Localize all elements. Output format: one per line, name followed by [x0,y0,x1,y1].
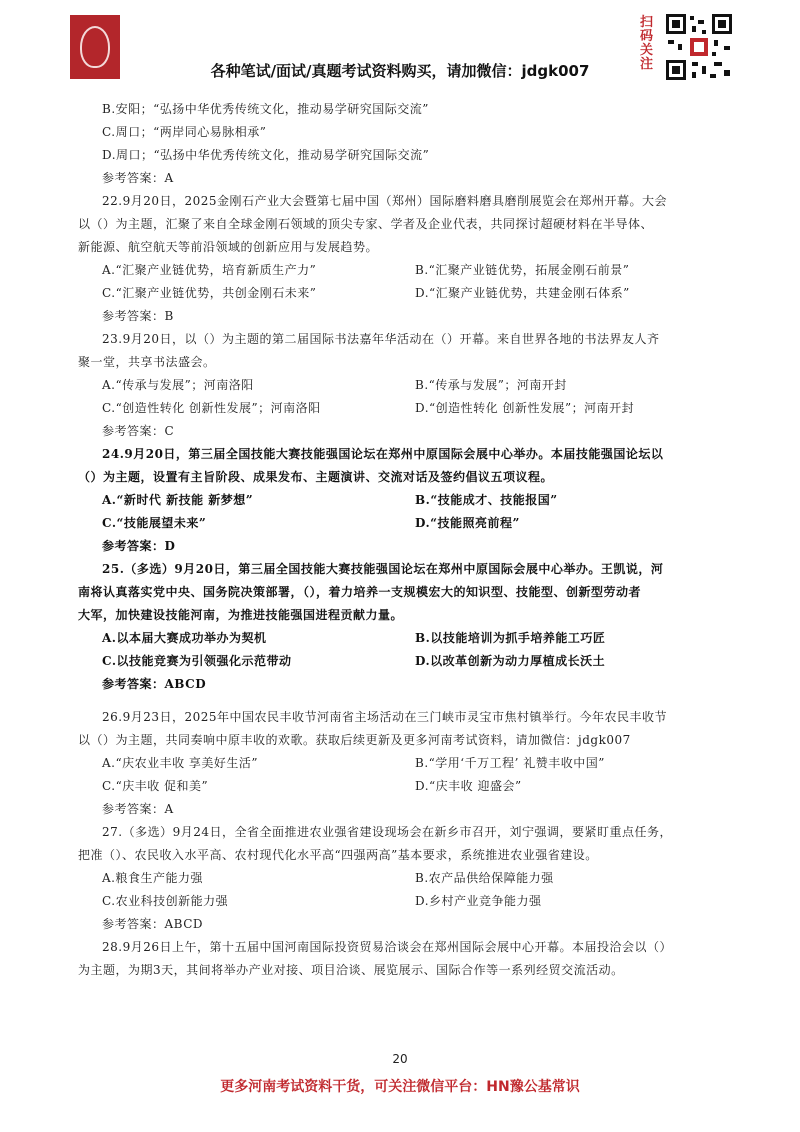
option-b: B.以技能培训为抓手培养能工巧匠 [415,631,606,645]
option-b: B.“汇聚产业链优势，拓展金刚石前景” [415,263,630,277]
options-row [78,259,728,282]
question-stem: 以（）为主题，共同奏响中原丰收的欢歌。获取后续更新及更多河南考试资料，请加微信：jdgk007 [78,733,631,747]
option-b: B.“技能成才、技能报国” [415,493,558,507]
option-a: A.“庆农业丰收 享美好生活” [102,756,259,770]
question-stem: 22.9月20日，2025金刚石产业大会暨第七届中国（郑州）国际磨料磨具磨削展览会在郑州开幕。大会 [102,194,668,208]
option-c: C.“汇聚产业链优势，共创金刚石未来” [102,286,317,300]
option-d: D.以改革创新为动力厚植成长沃土 [415,654,606,668]
option-d: D.“庆丰收 迎盛会” [415,779,522,793]
option-d: D.“技能照亮前程” [415,516,520,530]
question-stem: 23.9月20日，以（）为主题的第二届国际书法嘉年华活动在（）开幕。来自世界各地的书法界友人齐 [102,332,660,346]
option-d: D.乡村产业竞争能力强 [415,894,542,908]
qr-code-icon [664,12,734,82]
options-row [78,512,728,535]
answer-line: 参考答案：D [102,539,176,553]
option-line: B.安阳；“弘扬中华优秀传统文化，推动易学研究国际交流” [102,102,429,116]
options-row [78,374,728,397]
question-stem: 24.9月20日，第三届全国技能大赛技能强国论坛在郑州中原国际会展中心举办。本届技能强国论坛以 [102,447,664,461]
header-banner: 各种笔试/面试/真题考试资料购买，请加微信：jdgk007 [210,62,590,80]
footer-banner: 更多河南考试资料干货，可关注微信平台：HN豫公基常识 [220,1079,580,1095]
option-a: A.“传承与发展”；河南洛阳 [102,378,254,392]
question-stem: 新能源、航空航天等前沿领域的创新应用与发展趋势。 [78,240,379,254]
options-row [78,890,728,913]
option-line: C.周口；“两岸同心易脉相承” [102,125,267,139]
question-stem: 以（）为主题，汇聚了来自全球金刚石领域的顶尖专家、学者及企业代表，共同探讨超硬材料在半导体、 [78,217,654,231]
option-c: C.“技能展望未来” [102,516,207,530]
question-stem: 28.9月26日上午，第十五届中国河南国际投资贸易洽谈会在郑州国际会展中心开幕。本届投洽会以（） [102,940,672,954]
answer-line: 参考答案：ABCD [102,677,207,691]
option-d: D.“汇聚产业链优势，共建金刚石体系” [415,286,630,300]
option-c: C.以技能竞赛为引领强化示范带动 [102,654,292,668]
question-stem: （）为主题，设置有主旨阶段、成果发布、主题演讲、交流对话及签约倡议五项议程。 [78,470,554,484]
option-a: A.“新时代 新技能 新梦想” [102,493,254,507]
option-d: D.“创造性转化 创新性发展”；河南开封 [415,401,635,415]
option-c: C.“庆丰收 促和美” [102,779,209,793]
option-a: A.粮食生产能力强 [102,871,203,885]
options-row [78,867,728,890]
option-b: B.农产品供给保障能力强 [415,871,554,885]
answer-line: 参考答案：A [102,802,174,816]
options-row [78,752,728,775]
document-body [78,98,728,982]
option-line: D.周口；“弘扬中华优秀传统文化，推动易学研究国际交流” [102,148,430,162]
options-row [78,775,728,798]
answer-line: 参考答案：B [102,309,174,323]
question-stem: 聚一堂，共享书法盛会。 [78,355,216,369]
question-stem: 把准（）、农民收入水平高、农村现代化水平高“四强两高”基本要求，系统推进农业强省建设。 [78,848,598,862]
option-a: A.“汇聚产业链优势，培育新质生产力” [102,263,317,277]
option-a: A.以本届大赛成功举办为契机 [102,631,267,645]
question-stem: 26.9月23日，2025年中国农民丰收节河南省主场活动在三门峡市灵宝市焦村镇举行。今年农民丰收节 [102,710,668,724]
answer-line: 参考答案：A [102,171,174,185]
option-c: C.“创造性转化 创新性发展”；河南洛阳 [102,401,321,415]
answer-line: 参考答案：ABCD [102,917,204,931]
options-row [78,397,728,420]
options-row [78,282,728,305]
option-c: C.农业科技创新能力强 [102,894,229,908]
option-b: B.“传承与发展”；河南开封 [415,378,567,392]
question-stem: 27.（多选）9月24日，全省全面推进农业强省建设现场会在新乡市召开，刘宁强调，要紧盯重点任务， [102,825,672,839]
page-number: 20 [392,1052,408,1066]
scan-label: 扫码关注 [640,15,654,72]
answer-line: 参考答案：C [102,424,175,438]
options-row [78,650,728,673]
question-stem: 25.（多选）9月20日，第三届全国技能大赛技能强国论坛在郑州中原国际会展中心举办。王凯说，河 [102,562,664,576]
option-b: B.“学用‘千万工程’ 礼赞丰收中国” [415,756,605,770]
question-stem: 为主题，为期3天，其间将举办产业对接、项目洽谈、展览展示、国际合作等一系列经贸交流活动。 [78,963,624,977]
question-stem: 大军，加快建设技能河南，为推进技能强国进程贡献力量。 [78,608,404,622]
options-row [78,489,728,512]
options-row [78,627,728,650]
question-stem: 南将认真落实党中央、国务院决策部署，（），着力培养一支规模宏大的知识型、技能型、创新型劳动者 [78,585,642,599]
